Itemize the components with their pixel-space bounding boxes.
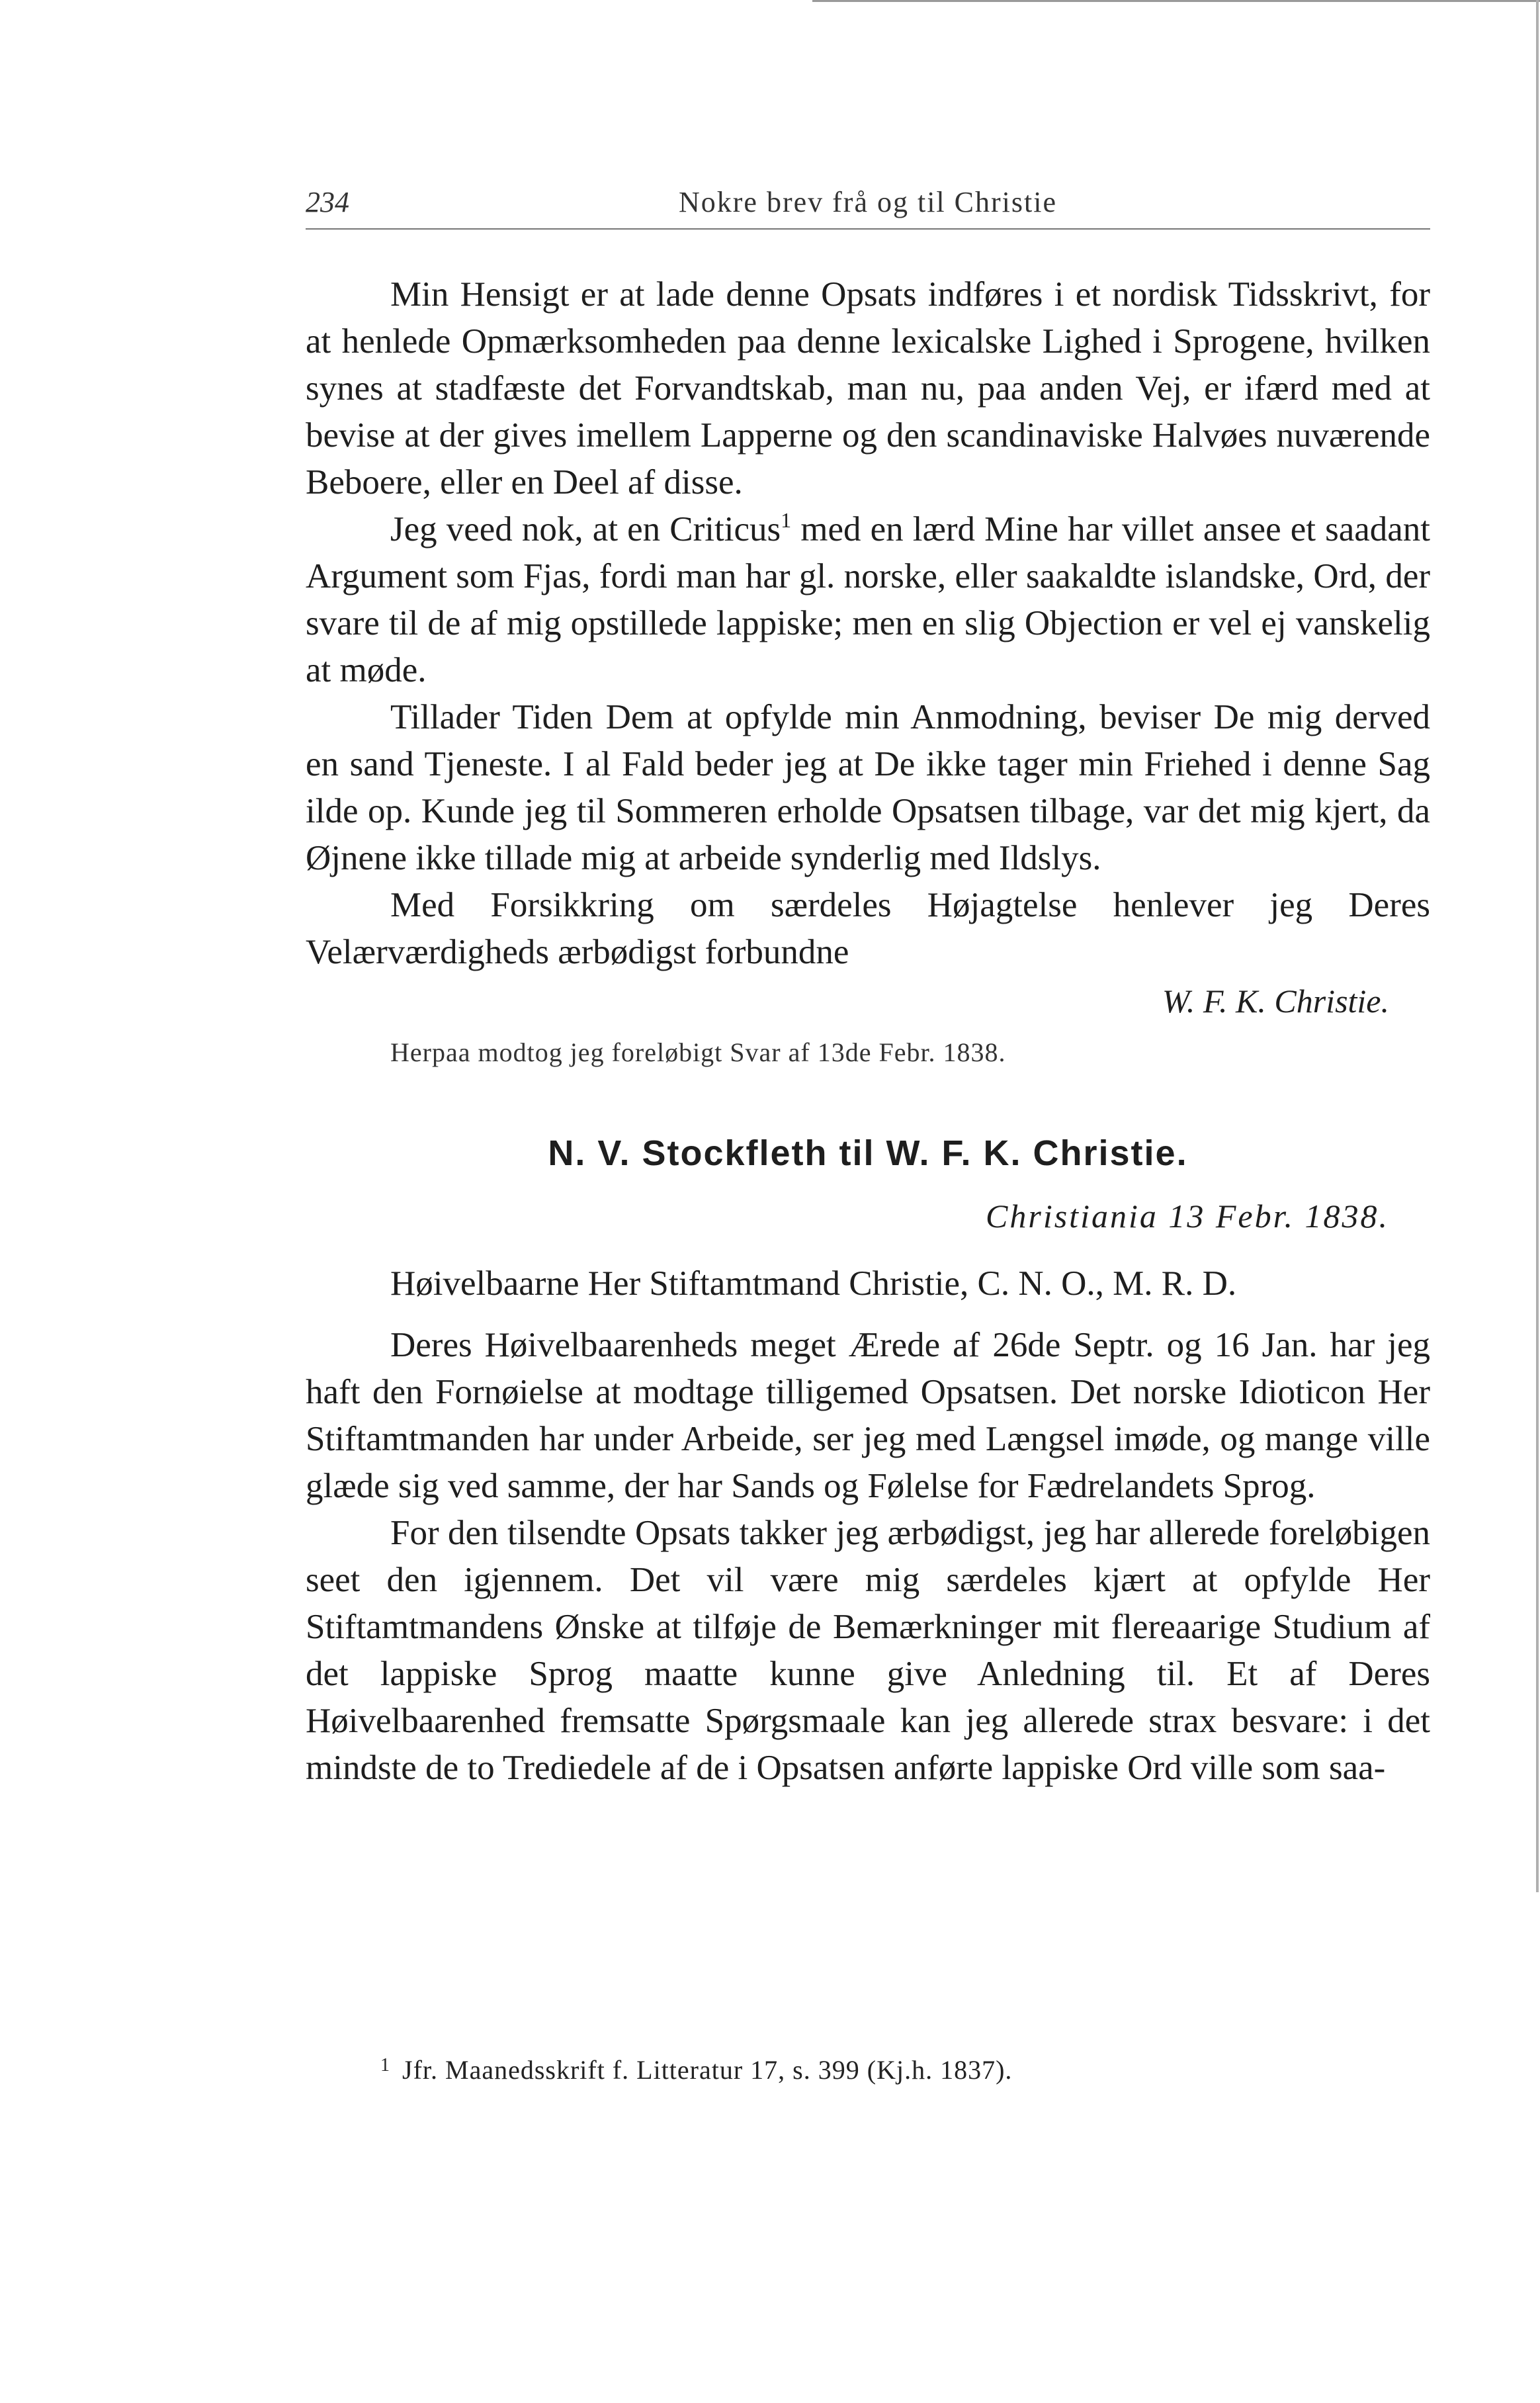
- letter1-paragraph-4: Med Forsikkring om særdeles Højagtelse henlever jeg Deres Velærværdigheds ærbødigst forbundne: [306, 886, 1430, 971]
- scan-edge-right: [1536, 0, 1539, 1892]
- letter2-dateline: Christiania 13 Febr. 1838.: [986, 1198, 1389, 1235]
- footnote-reference: 1: [781, 508, 792, 532]
- footnote-text: Jfr. Maanedsskrift f. Litteratur 17, s. 399 (Kj.h. 1837).: [402, 2055, 1013, 2085]
- letter1-signature: W. F. K. Christie.: [1162, 983, 1389, 1020]
- letter1-paragraph-3: Tillader Tiden Dem at opfylde min Anmodning, beviser De mig derved en sand Tjeneste. I al Fald beder jeg at De ikke tager min Friehed i denne Sag ilde op. Kunde jeg til Sommeren erholde Opsatsen tilbage, var det mig kjert, da Øjnene ikke tillade mig at arbeide synderlig med Ildslys.: [306, 698, 1430, 877]
- running-head-title: Nokre brev frå og til Christie: [679, 186, 1057, 218]
- footnote: [380, 2046, 1012, 2090]
- letter2-salutation: Høivelbaarne Her Stiftamtmand Christie, C. N. O., M. R. D.: [390, 1264, 1237, 1303]
- scan-edge-top: [812, 0, 1540, 2]
- running-head-rule: [306, 228, 1430, 230]
- letter1-paragraph-1: Min Hensigt er at lade denne Opsats indføres i et nordisk Tidsskrivt, for at henlede Opmærksomheden paa denne lexicalske Lighed i Sprogene, hvilken synes at stadfæste det Forvandtskab, man nu, paa anden Vej, er ifærd med at bevise at der gives imellem Lapperne og den scandinaviske Halvøes nuværende Beboere, eller en Deel af disse.: [306, 275, 1430, 502]
- letter1-paragraph-2: [306, 506, 1430, 694]
- paragraph-gap: [306, 1307, 1430, 1322]
- reply-note: Herpaa modtog jeg foreløbigt Svar af 13de Febr. 1838.: [390, 1037, 1006, 1067]
- letter2-heading: N. V. Stockfleth til W. F. K. Christie.: [548, 1133, 1188, 1173]
- letter2-paragraph-1: Deres Høivelbaarenheds meget Ærede af 26de Septr. og 16 Jan. har jeg haft den Fornøielse at modtage tilligemed Opsatsen. Det norske Idioticon Her Stiftamtmanden har under Arbeide, ser jeg med Længsel imøde, og mange ville glæde sig ved samme, der har Sands og Følelse for Fædrelandets Sprog.: [306, 1326, 1430, 1505]
- letter1-paragraph-2-end: med en lærd Mine har villet ansee et saadant Argument som Fjas, fordi man har gl. norske, eller saakaldte islandske, Ord, der svare til de af mig opstillede lappiske; men en slig Objection er vel ej vanskelig at møde.: [306, 510, 1430, 689]
- running-head: [306, 180, 1430, 226]
- letter2-paragraph-2: For den tilsendte Opsats takker jeg ærbødigst, jeg har allerede foreløbigen seet den igjennem. Det vil være mig særdeles kjært at opfylde Her Stiftamtmandens Ønske at tilføje de Bemærkninger mit flereaarige Studium af det lappiske Sprog maatte kunne give Anledning til. Et af Deres Høivelbaarenhed fremsatte Spørgsmaale kan jeg allerede strax besvare: i det mindste de to Trediedele af de i Opsatsen anførte lappiske Ord ville som saa-: [306, 1514, 1430, 1787]
- page-body: [306, 271, 1430, 1792]
- letter1-paragraph-2-start: Jeg veed nok, at en Criticus: [390, 510, 781, 548]
- page-number: 234: [306, 186, 349, 218]
- footnote-mark: 1: [380, 2055, 390, 2075]
